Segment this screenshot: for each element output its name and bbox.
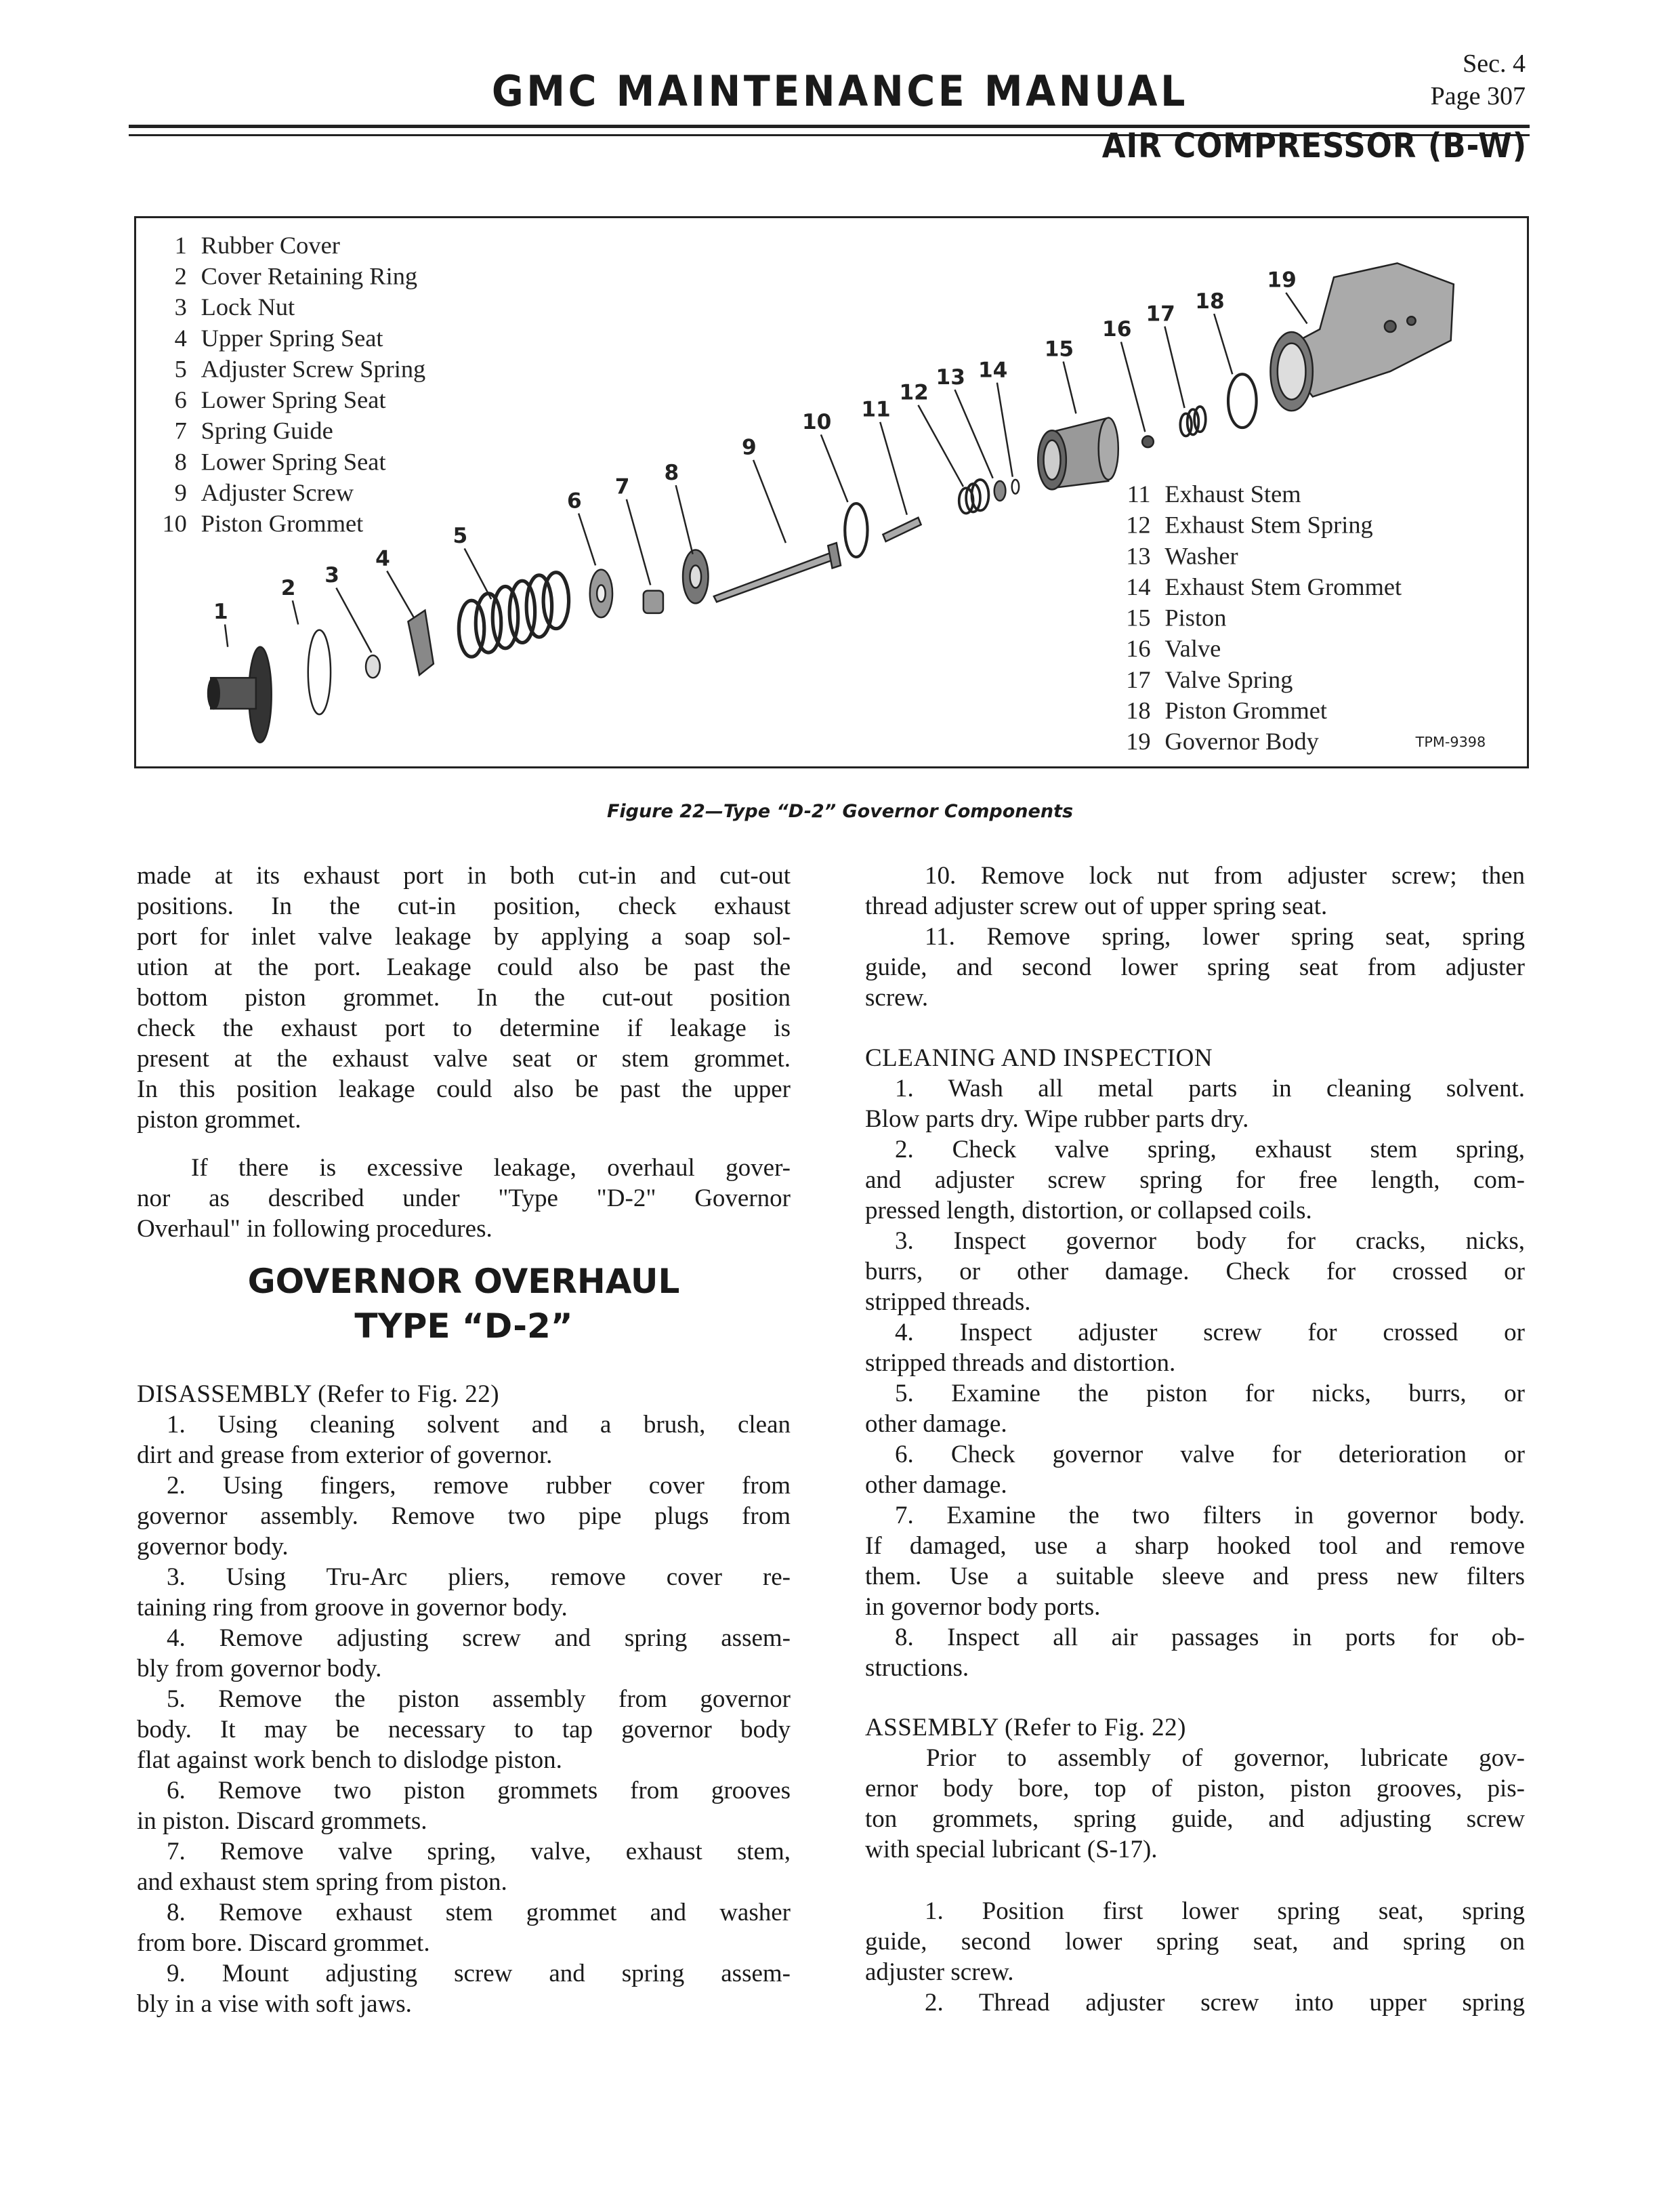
text-line: and exhaust stem spring from piston. [137,1868,507,1896]
legend-label: Upper Spring Seat [201,324,383,352]
figure-caption: Figure 22—Type “D-2” Governor Components [606,801,1074,822]
text-block [865,1896,1525,2018]
leader-line [1121,342,1145,432]
leader-line [1286,293,1307,324]
text-line: guide, and second lower spring seat from adjuster [865,953,1525,981]
text-line: 7. Remove valve spring, valve, exhaust stem, [167,1838,791,1865]
text-line: 6. Remove two piston grommets from grooves [167,1777,791,1804]
legend-label: Lower Spring Seat [201,386,386,414]
legend-number: 4 [174,324,187,352]
callout-number: 10 [801,410,832,435]
text-line: with special lubricant (S-17). [865,1836,1158,1863]
legend-label: Exhaust Stem Spring [1164,511,1373,539]
leader-line [676,485,693,554]
figure-code: TPM-9398 [1415,733,1486,750]
paragraph [137,1153,791,1244]
lock-nut-part [366,655,380,678]
text-line: in governor body ports. [865,1593,1101,1621]
legend-label: Lower Spring Seat [201,448,386,476]
text-line: other damage. [865,1471,1007,1499]
leader-line [465,548,492,599]
leader-line [821,434,848,502]
text-line: 1. Using cleaning solvent and a brush, clean [167,1411,791,1439]
lower-spring-seat-part [590,570,612,618]
text-line: flat against work bench to dislodge piston. [137,1746,562,1774]
subsection-heading [137,1379,791,1409]
text-line: dirt and grease from exterior of governor. [137,1441,553,1469]
paragraph [137,861,791,1135]
callout-number: 3 [324,563,339,588]
text-line: pressed length, distortion, or collapsed coils. [865,1197,1312,1224]
text-line: 2. Thread adjuster screw into upper spring [925,1989,1525,2017]
leader-line [1214,314,1232,374]
text-line: bottom piston grommet. In the cut-out position [137,984,791,1012]
piston-part [1038,418,1118,490]
paragraph [137,1897,791,1958]
text-line: structions. [865,1654,969,1682]
legend-label: Piston Grommet [201,510,364,537]
callout-number: 1 [213,600,228,625]
legend-number: 16 [1126,635,1151,663]
legend-number: 11 [1127,480,1151,508]
text-line: other damage. [865,1410,1007,1438]
paragraph [137,1409,791,1470]
washer-part [994,481,1006,501]
leader-line [1164,327,1184,408]
rubber-cover-part [208,647,272,743]
adjuster-screw-spring-part [459,573,568,657]
section-number: Sec. 4 [1463,49,1526,78]
text-line: governor assembly. Remove two pipe plugs from [137,1502,791,1530]
page-reference [1431,47,1526,112]
legend-number: 1 [174,231,187,259]
exhaust-stem-spring-part [959,480,989,514]
text-line: positions. In the cut-in position, check exhaust [137,892,791,920]
text-line: present at the exhaust valve seat or stem grommet. [137,1045,791,1073]
text-line: stripped threads and distortion. [865,1349,1176,1377]
callout-number: 19 [1267,268,1297,293]
legend-number: 5 [174,355,187,383]
text-line: DISASSEMBLY (Refer to Fig. 22) [137,1380,500,1408]
callout-number: 2 [280,575,296,600]
text-block [137,861,791,1135]
text-line: 4. Remove adjusting screw and spring assem- [167,1624,791,1652]
text-line: nor as described under "Type "D-2" Governor [137,1184,791,1212]
paragraph [865,1134,1525,1226]
callout-number: 4 [375,546,390,571]
leader-line [225,624,228,646]
section-heading [137,1259,791,1348]
text-line: Prior to assembly of governor, lubricate gov- [926,1744,1525,1772]
paragraph [137,1836,791,1897]
text-line: thread adjuster screw out of upper spring seat. [865,892,1328,920]
text-line: from bore. Discard grommet. [137,1929,430,1957]
text-line: If there is excessive leakage, overhaul gover- [191,1154,791,1182]
piston-grommet-part-2 [1228,374,1257,428]
legend-number: 3 [174,293,187,321]
leader-line [336,588,371,653]
text-line: check the exhaust port to determine if leakage is [137,1014,791,1042]
figure-22 [134,216,1529,768]
section-heading-line: GOVERNOR OVERHAUL [247,1262,680,1301]
paragraph [137,1623,791,1684]
leader-line [1064,362,1076,414]
text-line: 9. Mount adjusting screw and spring assem- [167,1960,791,1987]
text-line: taining ring from groove in governor body. [137,1594,568,1622]
callout-number: 16 [1102,317,1132,342]
paragraph [865,1896,1525,1987]
leader-line [387,571,414,617]
subsection-heading [865,1043,1525,1073]
callout-number: 6 [567,489,582,514]
legend-number: 6 [174,386,187,414]
legend-label: Valve Spring [1164,665,1293,693]
paragraph [865,922,1525,1013]
text-line: 2. Using fingers, remove rubber cover from [167,1472,791,1500]
text-line: CLEANING AND INSPECTION [865,1044,1213,1072]
paragraph [865,1226,1525,1317]
legend-number: 8 [174,448,187,476]
text-block [137,1153,791,1244]
text-line: stripped threads. [865,1288,1031,1316]
paragraph [137,1958,791,2019]
legend-label: Piston [1164,604,1227,632]
paragraph [137,1775,791,1836]
paragraph [865,1378,1525,1439]
legend-label: Governor Body [1164,728,1319,756]
legend-number: 19 [1126,728,1151,756]
upper-spring-seat-part [408,611,433,675]
text-line: 3. Inspect governor body for cracks, nicks, [895,1227,1525,1255]
callout-number: 8 [664,460,679,485]
text-line: 8. Inspect all air passages in ports for ob- [895,1624,1525,1651]
text-line: ton grommets, spring guide, and adjusting screw [865,1805,1525,1833]
text-block [865,1712,1525,1865]
text-line: governor body. [137,1533,289,1561]
callout-number: 15 [1044,337,1074,362]
text-line: 4. Inspect adjuster screw for crossed or [895,1319,1525,1346]
cover-retaining-ring-part [308,630,331,714]
callout-number: 9 [741,435,757,460]
text-line: 7. Examine the two filters in governor body. [895,1502,1525,1529]
text-line: 2. Check valve spring, exhaust stem spring, [895,1136,1525,1163]
text-line: guide, second lower spring seat, and spring on [865,1928,1525,1956]
manual-title: GMC MAINTENANCE MANUAL [491,66,1189,116]
legend-number: 15 [1126,604,1151,632]
legend-number: 14 [1126,573,1151,600]
text-line: ution at the port. Leakage could also be past the [137,953,791,981]
callout-number: 18 [1195,289,1225,314]
callout-number: 11 [861,397,891,422]
legend-number: 13 [1126,542,1151,570]
text-line: screw. [865,984,929,1012]
legend-label: Lock Nut [201,293,295,321]
text-line: 3. Using Tru-Arc pliers, remove cover re- [167,1563,791,1591]
text-line: 10. Remove lock nut from adjuster screw; then [925,862,1525,890]
text-line: Blow parts dry. Wipe rubber parts dry. [865,1105,1249,1133]
exhaust-stem-grommet-part [1012,480,1019,494]
callout-number: 13 [936,365,965,390]
valve-spring-part [1180,407,1205,436]
text-line: If damaged, use a sharp hooked tool and remove [865,1532,1525,1560]
legend-number: 9 [174,478,187,506]
text-line: burrs, or other damage. Check for crossed or [865,1258,1525,1285]
legend-number: 7 [174,417,187,445]
paragraph [865,1073,1525,1134]
lower-spring-seat-part-2 [683,550,708,604]
text-block [137,1379,791,2019]
text-line: port for inlet valve leakage by applying a soap sol- [137,923,791,951]
text-line: and adjuster screw spring for free length, com- [865,1166,1525,1194]
paragraph [865,1743,1525,1865]
text-line: In this position leakage could also be past the upper [137,1075,791,1103]
page-number: Page 307 [1430,82,1526,110]
text-line: 11. Remove spring, lower spring seat, spring [925,923,1525,951]
legend-label: Washer [1164,542,1238,570]
piston-grommet-part [845,503,867,557]
legend-label: Spring Guide [201,417,333,445]
legend-left [162,232,425,537]
governor-body-part [1270,263,1453,411]
subsection-heading [865,1712,1525,1743]
paragraph [865,1317,1525,1378]
text-line: made at its exhaust port in both cut-in and cut-out [137,862,791,890]
legend-label: Exhaust Stem [1164,480,1301,508]
text-line: ernor body bore, top of piston, piston grooves, pis- [865,1775,1525,1802]
text-line: Overhaul" in following procedures. [137,1215,492,1243]
legend-label: Piston Grommet [1164,697,1328,724]
legend-label: Exhaust Stem Grommet [1164,573,1402,600]
legend-label: Adjuster Screw Spring [201,355,426,383]
legend-right [1126,480,1402,755]
callout-number: 7 [614,474,630,499]
callout-number: 14 [978,358,1008,383]
paragraph [865,1500,1525,1622]
paragraph [865,1987,1525,2018]
paragraph [865,1622,1525,1683]
valve-part [1142,436,1154,448]
text-line: 1. Position first lower spring seat, spring [925,1897,1525,1925]
text-line: 5. Examine the piston for nicks, burrs, or [895,1380,1525,1407]
legend-label: Cover Retaining Ring [201,262,418,290]
text-line: 6. Check governor valve for deterioration or [895,1441,1525,1468]
paragraph [137,1562,791,1623]
leader-line [627,499,650,585]
legend-number: 12 [1126,511,1151,539]
text-line: body. It may be necessary to tap governor body [137,1716,791,1743]
text-line: bly in a vise with soft jaws. [137,1990,412,2018]
leader-line [753,460,786,543]
legend-label: Rubber Cover [201,231,340,259]
legend-number: 18 [1126,697,1151,724]
leader-line [955,390,993,478]
legend-number: 10 [162,510,187,537]
text-block [865,861,1525,1013]
legend-number: 2 [174,262,187,290]
paragraph [865,1439,1525,1500]
callout-number: 17 [1146,302,1175,327]
leader-line [293,600,298,624]
text-line: bly from governor body. [137,1655,382,1683]
text-line: 8. Remove exhaust stem grommet and washer [167,1899,791,1926]
text-line: adjuster screw. [865,1958,1014,1986]
text-line: 5. Remove the piston assembly from governor [167,1685,791,1713]
text-line: them. Use a suitable sleeve and press new filters [865,1563,1525,1590]
text-block [865,1043,1525,1683]
legend-number: 17 [1126,665,1151,693]
callout-number: 12 [899,380,929,405]
legend-label: Adjuster Screw [201,478,354,506]
chapter-title: AIR COMPRESSOR (B-W) [1101,126,1527,165]
legend-label: Valve [1164,635,1221,663]
leader-line [579,514,595,566]
leader-line [918,405,963,487]
paragraph [137,1684,791,1775]
exploded-view-diagram [136,218,1527,766]
text-line: ASSEMBLY (Refer to Fig. 22) [865,1714,1186,1741]
paragraph [865,861,1525,922]
leader-line [880,422,907,515]
callout-number: 5 [453,524,468,549]
spring-guide-part [644,591,663,613]
text-line: piston grommet. [137,1106,301,1134]
paragraph [137,1470,791,1562]
text-line: 1. Wash all metal parts in cleaning solvent. [895,1075,1525,1102]
section-heading-line: TYPE “D-2” [354,1306,573,1346]
exhaust-stem-part [883,518,921,541]
leader-line [997,383,1013,477]
text-line: in piston. Discard grommets. [137,1807,427,1835]
adjuster-screw-part [714,543,841,602]
